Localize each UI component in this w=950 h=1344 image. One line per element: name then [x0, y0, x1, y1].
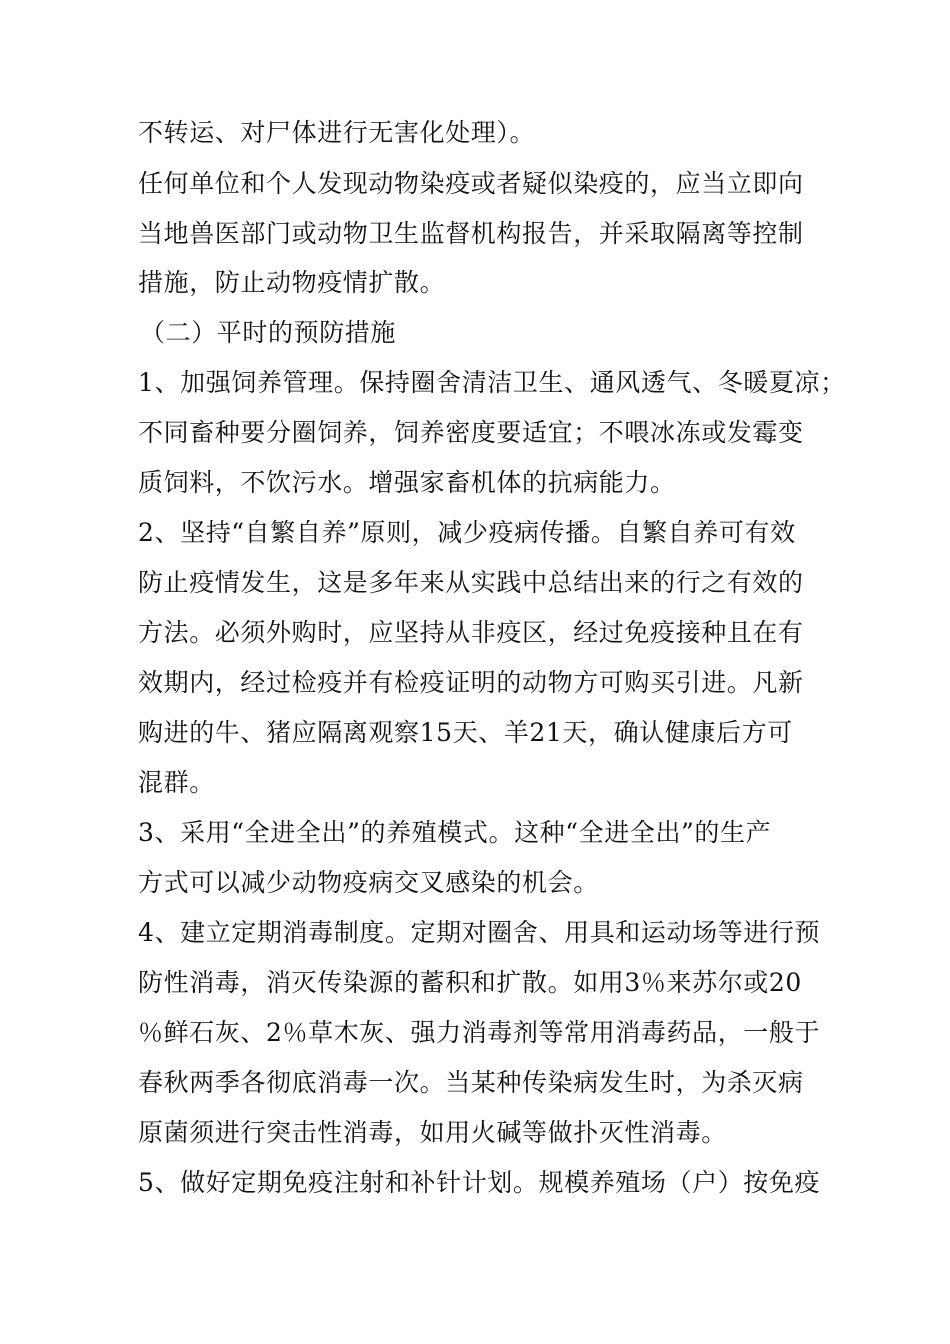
- text-line: 防性消毒，消灭传染源的蓄积和扩散。如用3％来苏尔或20: [138, 968, 802, 997]
- text-line: 3、采用“全进全出”的养殖模式。这种“全进全出”的生产: [138, 818, 772, 847]
- text-line: 任何单位和个人发现动物染疫或者疑似染疫的，应当立即向: [138, 169, 804, 198]
- text-line: 质饲料，不饮污水。增强家畜机体的抗病能力。: [138, 468, 676, 497]
- text-line: 混群。: [138, 768, 215, 797]
- text-line: ％鲜石灰、2％草木灰、强力消毒剂等常用消毒药品，一般于: [138, 1018, 821, 1047]
- text-line: 4、建立定期消毒制度。定期对圈舍、用具和运动场等进行预: [138, 918, 821, 947]
- text-line: 方式可以减少动物疫病交叉感染的机会。: [138, 868, 599, 897]
- section-heading: （二）平时的预防措施: [140, 318, 397, 347]
- text-line: 5、做好定期免疫注射和补针计划。规模养殖场（户）按免疫: [138, 1168, 821, 1197]
- text-line: 购进的牛、猪应隔离观察15天、羊21天，确认健康后方可: [138, 718, 793, 747]
- text-line: 不转运、对尸体进行无害化处理）。: [138, 118, 536, 147]
- text-line: 效期内，经过检疫并有检疫证明的动物方可购买引进。凡新: [138, 668, 804, 697]
- text-line: 1、加强饲养管理。保持圈舍清洁卫生、通风透气、冬暖夏凉；: [138, 368, 846, 397]
- text-line: 防止疫情发生，这是多年来从实践中总结出来的行之有效的: [138, 568, 804, 597]
- text-line: 措施，防止动物疫情扩散。: [138, 268, 446, 297]
- text-line: 原菌须进行突击性消毒，如用火碱等做扑灭性消毒。: [138, 1118, 727, 1147]
- text-line: 方法。必须外购时，应坚持从非疫区，经过免疫接种且在有: [138, 618, 804, 647]
- text-line: 不同畜种要分圈饲养，饲养密度要适宜；不喂冰冻或发霉变: [138, 418, 804, 447]
- text-line: 春秋两季各彻底消毒一次。当某种传染病发生时，为杀灭病: [138, 1068, 804, 1097]
- text-line: 当地兽医部门或动物卫生监督机构报告，并采取隔离等控制: [138, 219, 804, 248]
- text-line: 2、坚持“自繁自养”原则，减少疫病传播。自繁自养可有效: [138, 518, 796, 547]
